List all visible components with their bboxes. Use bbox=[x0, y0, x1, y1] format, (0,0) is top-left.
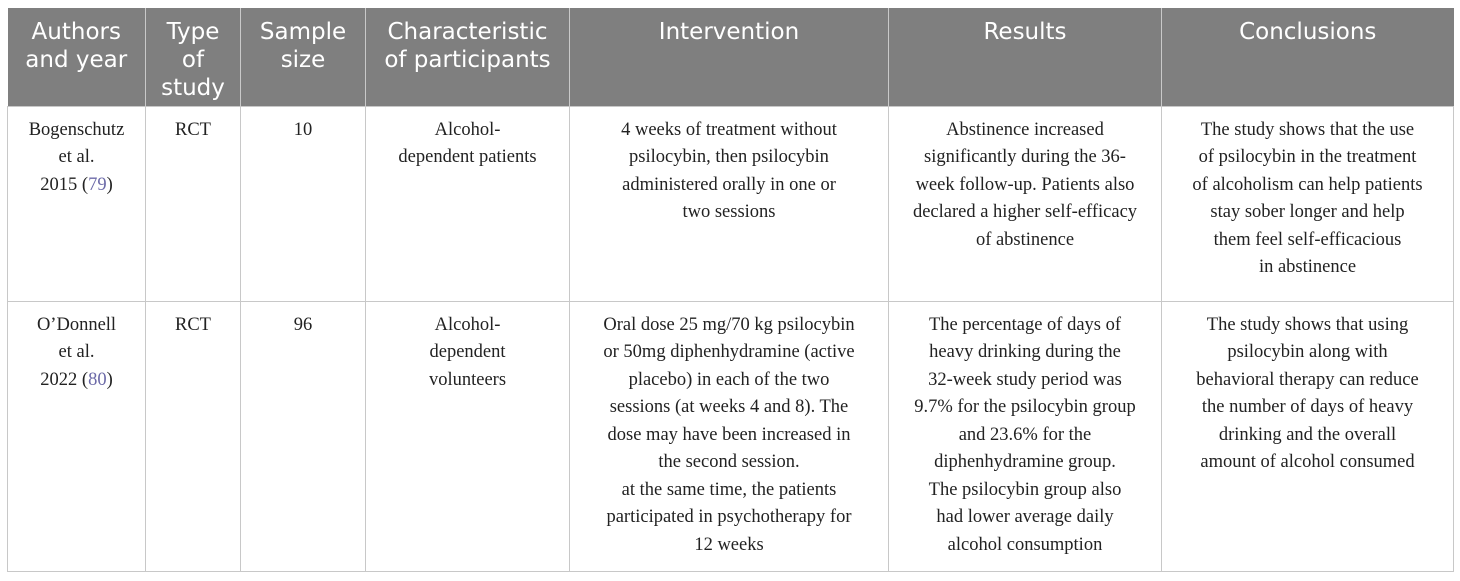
year-text: 2015 ( bbox=[40, 174, 89, 195]
cell-line: et al. bbox=[58, 147, 95, 167]
reference-link[interactable]: 79 bbox=[88, 174, 107, 195]
cell-line: The percentage of days of bbox=[928, 314, 1122, 335]
header-intervention bbox=[570, 8, 889, 106]
header-results bbox=[889, 8, 1162, 106]
cell-line: placebo) in each of the two bbox=[628, 369, 830, 390]
cell-line: significantly during the 36- bbox=[924, 147, 1126, 167]
cell-line: psilocybin along with bbox=[1227, 342, 1388, 362]
cell-authors bbox=[8, 106, 146, 301]
header-text: and year bbox=[25, 47, 128, 73]
year-text-close: ) bbox=[106, 174, 113, 195]
header-text: Type bbox=[166, 19, 220, 45]
cell-type bbox=[146, 301, 241, 571]
cell-line: 10 bbox=[293, 119, 313, 140]
cell-line: the second session. bbox=[658, 452, 800, 472]
header-authors bbox=[8, 8, 146, 106]
year-line bbox=[20, 172, 133, 200]
cell-line: behavioral therapy can reduce bbox=[1196, 369, 1419, 390]
table-row bbox=[8, 106, 1454, 301]
cell-line: Abstinence increased bbox=[946, 119, 1104, 140]
cell-line: declared a higher self-efficacy bbox=[912, 202, 1138, 222]
header-text: Conclusions bbox=[1239, 19, 1377, 45]
cell-results bbox=[889, 106, 1162, 301]
cell-line: 9.7% for the psilocybin group bbox=[914, 397, 1136, 417]
cell-line: 96 bbox=[293, 314, 313, 335]
cell-line: 32-week study period was bbox=[928, 369, 1122, 390]
cell-intervention bbox=[570, 106, 889, 301]
cell-line: dose may have been increased in bbox=[607, 424, 851, 445]
cell-line: Bogenschutz bbox=[28, 119, 125, 140]
year-text-close: ) bbox=[106, 369, 113, 390]
header-characteristic bbox=[366, 8, 570, 106]
cell-line: alcohol consumption bbox=[947, 534, 1103, 555]
cell-line: in abstinence bbox=[1258, 257, 1357, 277]
header-text: Sample bbox=[259, 19, 347, 45]
cell-line: 4 weeks of treatment without bbox=[621, 119, 837, 140]
cell-line: week follow-up. Patients also bbox=[915, 174, 1135, 195]
header-text: study bbox=[161, 75, 225, 101]
cell-line: RCT bbox=[175, 314, 211, 335]
cell-line: or 50mg diphenhydramine (active bbox=[603, 342, 855, 362]
cell-line: RCT bbox=[175, 119, 211, 140]
cell-line: sessions (at weeks 4 and 8). The bbox=[609, 397, 849, 417]
header-text: Characteristic bbox=[387, 19, 548, 45]
cell-line: at the same time, the patients bbox=[621, 479, 837, 500]
header-text: of bbox=[181, 47, 205, 73]
cell-line: O’Donnell bbox=[36, 314, 117, 335]
cell-line: Alcohol- bbox=[434, 314, 501, 335]
cell-sample bbox=[241, 106, 366, 301]
cell-authors bbox=[8, 301, 146, 571]
cell-line: The study shows that using bbox=[1206, 314, 1409, 335]
year-text: 2022 ( bbox=[40, 369, 89, 390]
header-conclusions bbox=[1162, 8, 1454, 106]
cell-line: diphenhydramine group. bbox=[934, 452, 1116, 472]
header-text: size bbox=[280, 47, 326, 73]
cell-line: participated in psychotherapy for bbox=[606, 507, 852, 527]
cell-line: drinking and the overall bbox=[1218, 424, 1397, 445]
cell-line: stay sober longer and help bbox=[1210, 202, 1405, 222]
header-type bbox=[146, 8, 241, 106]
cell-line: dependent bbox=[429, 342, 506, 362]
cell-conclusions bbox=[1162, 301, 1454, 571]
cell-line: et al. bbox=[58, 342, 95, 362]
cell-line: had lower average daily bbox=[936, 507, 1114, 527]
header-sample bbox=[241, 8, 366, 106]
reference-link[interactable]: 80 bbox=[88, 369, 107, 390]
cell-line: volunteers bbox=[428, 369, 507, 390]
cell-line: psilocybin, then psilocybin bbox=[629, 147, 829, 167]
cell-line: of abstinence bbox=[975, 229, 1075, 250]
cell-intervention bbox=[570, 301, 889, 571]
header-text: of participants bbox=[384, 47, 551, 73]
cell-line: heavy drinking during the bbox=[929, 342, 1121, 362]
cell-results bbox=[889, 301, 1162, 571]
cell-type bbox=[146, 106, 241, 301]
cell-sample bbox=[241, 301, 366, 571]
cell-line: The study shows that the use bbox=[1200, 119, 1415, 140]
cell-characteristic bbox=[366, 301, 570, 571]
cell-line: dependent patients bbox=[398, 147, 537, 167]
cell-line: of alcoholism can help patients bbox=[1192, 174, 1423, 195]
study-table bbox=[7, 8, 1454, 572]
cell-line: Oral dose 25 mg/70 kg psilocybin bbox=[603, 314, 855, 335]
cell-conclusions bbox=[1162, 106, 1454, 301]
cell-line: amount of alcohol consumed bbox=[1200, 452, 1415, 472]
cell-line: Alcohol- bbox=[434, 119, 501, 140]
table-row bbox=[8, 301, 1454, 571]
cell-line: them feel self-efficacious bbox=[1213, 229, 1402, 250]
cell-line: the number of days of heavy bbox=[1201, 397, 1414, 417]
header-text: Intervention bbox=[658, 19, 800, 45]
cell-line: The psilocybin group also bbox=[928, 479, 1122, 500]
cell-characteristic bbox=[366, 106, 570, 301]
header-text: Authors bbox=[31, 19, 121, 45]
cell-line: of psilocybin in the treatment bbox=[1198, 147, 1417, 167]
cell-line: 12 weeks bbox=[694, 534, 764, 555]
header-text: Results bbox=[983, 19, 1067, 45]
cell-line: and 23.6% for the bbox=[958, 424, 1092, 445]
header-row bbox=[8, 8, 1454, 106]
year-line bbox=[20, 367, 133, 395]
cell-line: administered orally in one or bbox=[622, 174, 836, 195]
cell-line: two sessions bbox=[682, 202, 776, 222]
